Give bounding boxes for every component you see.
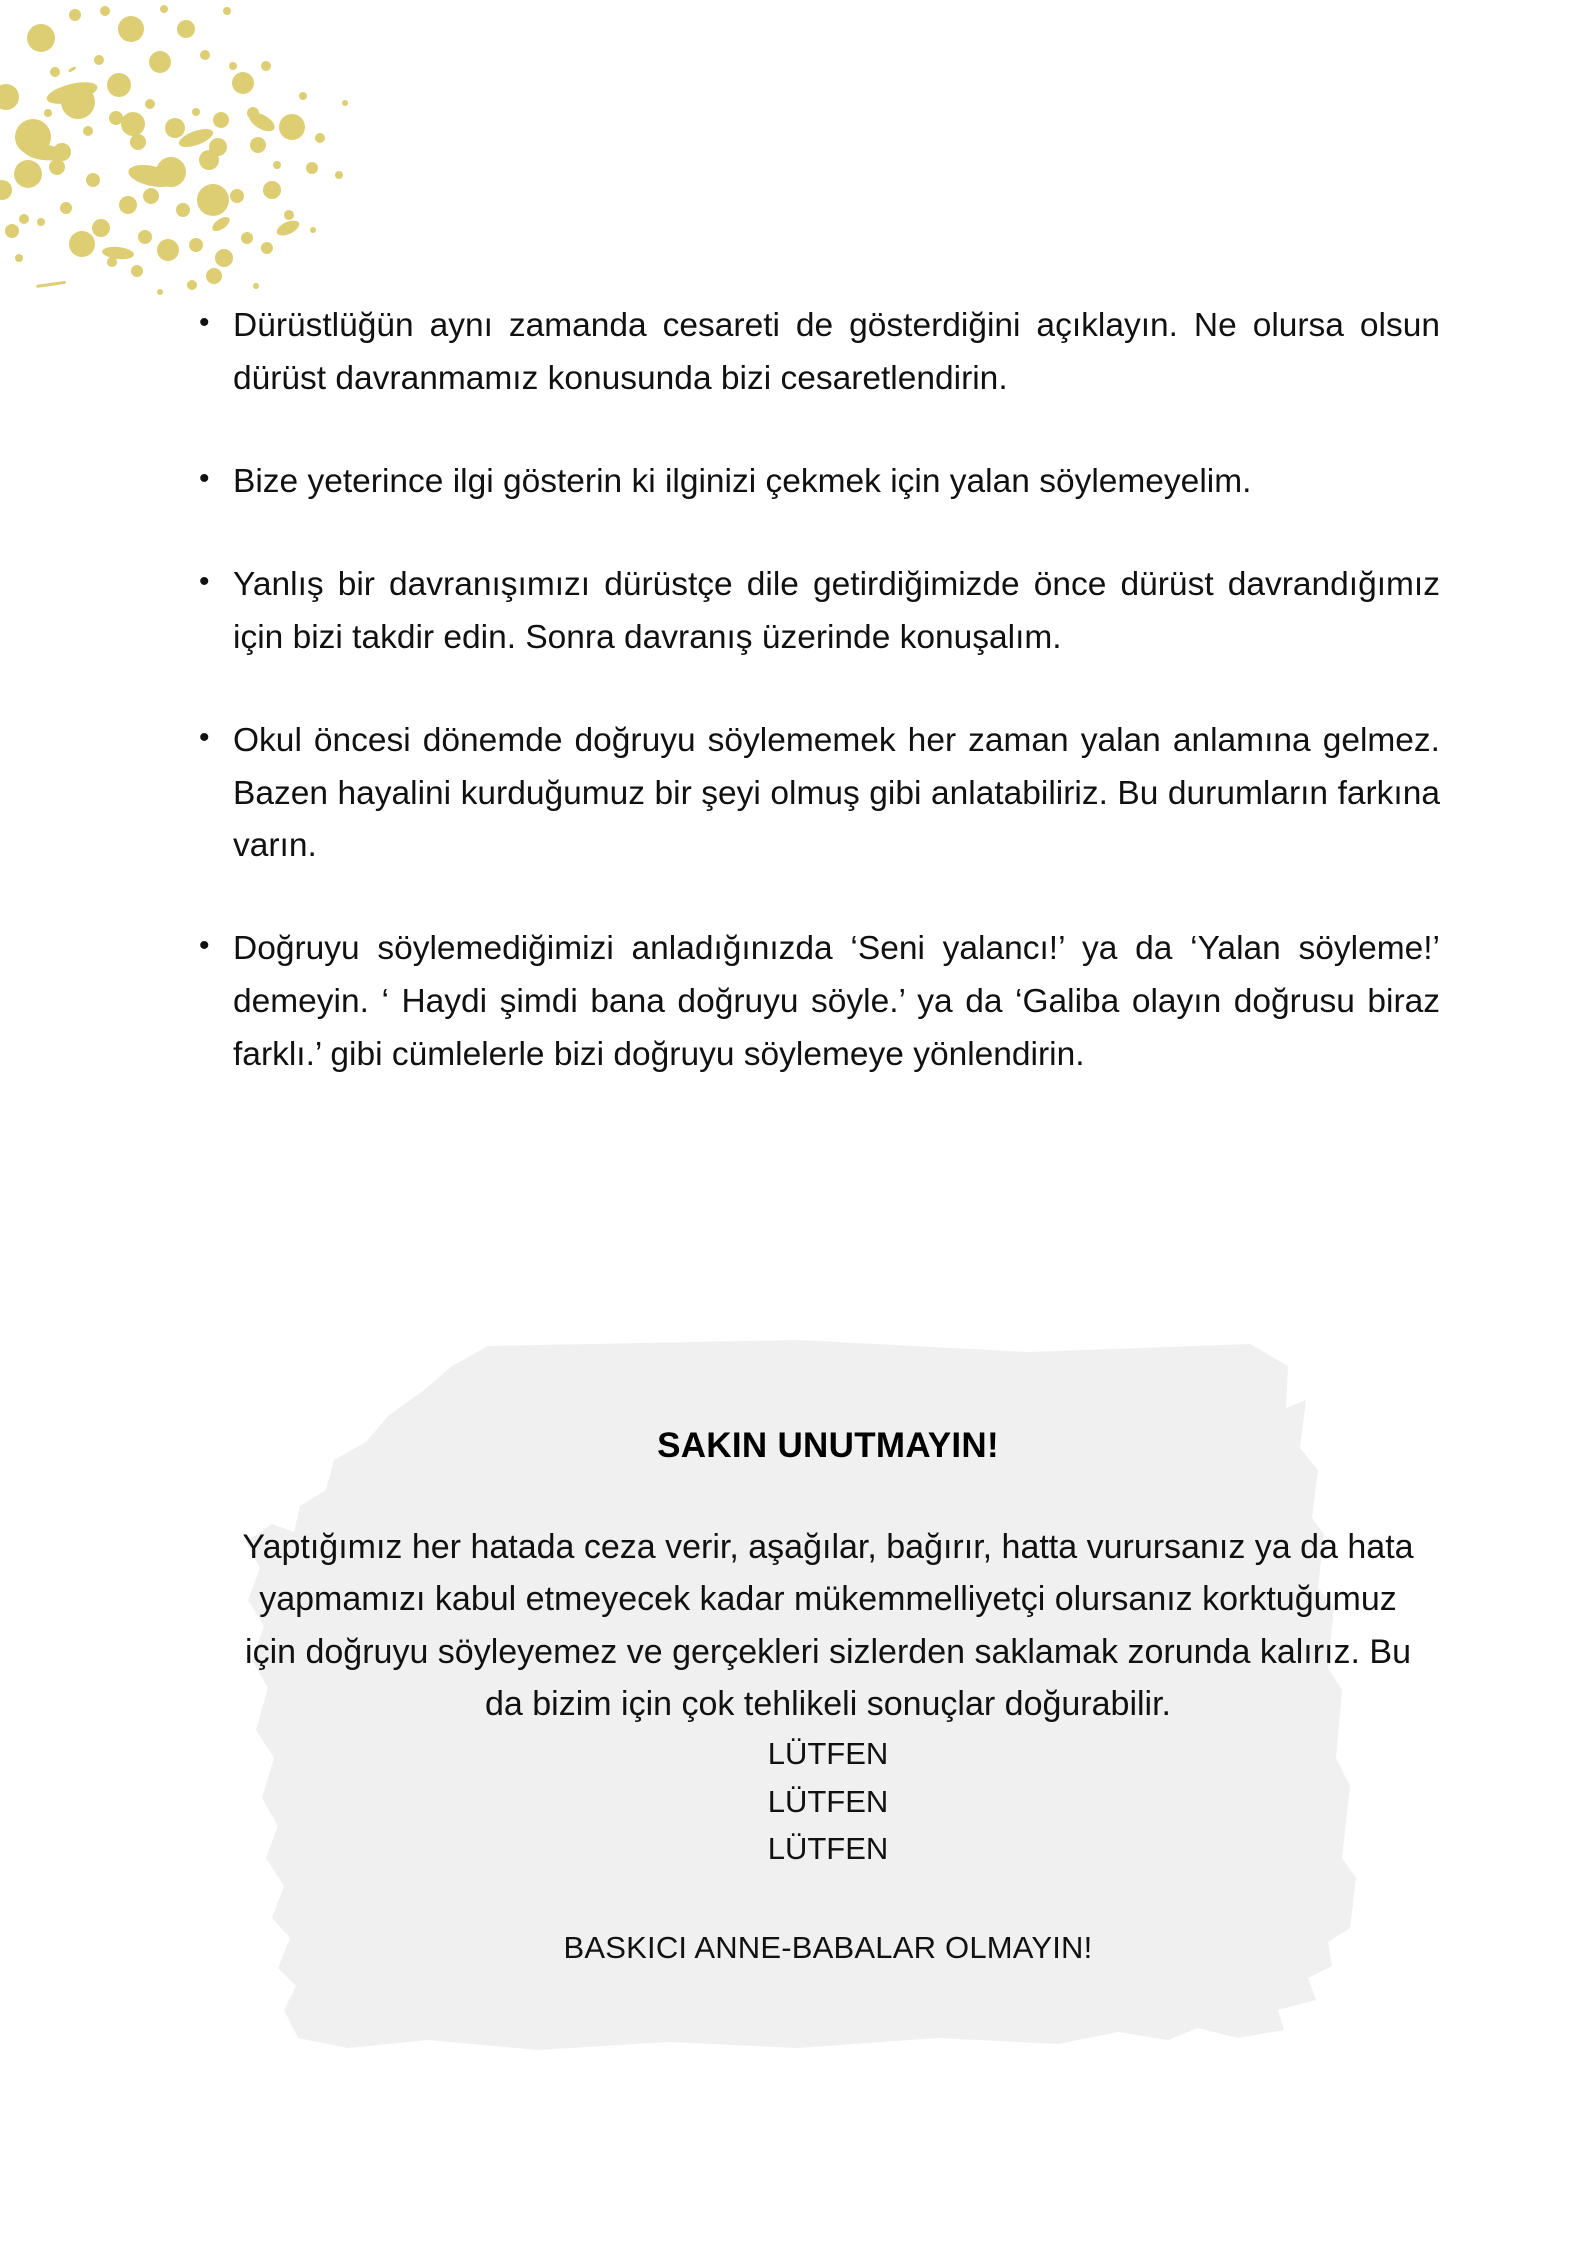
list-item: • Okul öncesi dönemde doğruyu söylememek her zaman yalan anlamına gelmez. Bazen hayalini kurduğumuz bir şeyi olmuş gibi anlatabiliriz. Bu durumların farkına varın. bbox=[195, 715, 1440, 874]
notice-content bbox=[238, 1338, 1418, 2098]
notice-footer-text: BASKICI ANNE-BABALAR OLMAYIN! bbox=[563, 1929, 1093, 1965]
list-item: • Bize yeterince ilgi gösterin ki ilginizi çekmek için yalan söylemeyelim. bbox=[195, 456, 1440, 509]
advice-bullet-list bbox=[195, 300, 1440, 1082]
please-line-3: LÜTFEN bbox=[767, 1830, 889, 1866]
gold-splatter-decoration bbox=[0, 0, 360, 300]
please-line-2: LÜTFEN bbox=[767, 1783, 889, 1819]
list-item: • Yanlış bir davranışımızı dürüstçe dile getirdiğimizde önce dürüst davrandığımız için bizi takdir edin. Sonra davranış üzerinde konuşalım. bbox=[195, 559, 1440, 665]
list-item: • Dürüstlüğün aynı zamanda cesareti de gösterdiğini açıklayın. Ne olursa olsun dürüst davranmamız konusunda bizi cesaretlendirin. bbox=[195, 300, 1440, 406]
list-item: • Doğruyu söylemediğimizi anladığınızda ‘Seni yalancı!’ ya da ‘Yalan söyleme!’ demeyin. ‘ Haydi şimdi bana doğruyu söyle.’ ya da ‘Galiba olayın doğrusu biraz farklı.’ gibi cümlelerle bizi doğruyu söylemeye yönlendirin. bbox=[195, 923, 1440, 1082]
please-line-1: LÜTFEN bbox=[767, 1736, 889, 1772]
notice-panel bbox=[238, 1338, 1418, 2098]
notice-body-text: Yaptığımız her hatada ceza verir, aşağılar, bağırır, hatta vurursanız ya da hata yapmamızı kabul etmeyecek kadar mükemmelliyetçi olursanız korktuğumuz için doğruyu söyleyemez ve gerçekleri sizlerden saklamak zorunda kalırız. Bu da bizim için çok tehlikeli sonuçlar doğurabilir. bbox=[242, 1528, 1414, 1724]
notice-heading: SAKIN UNUTMAYIN! bbox=[657, 1426, 999, 1465]
